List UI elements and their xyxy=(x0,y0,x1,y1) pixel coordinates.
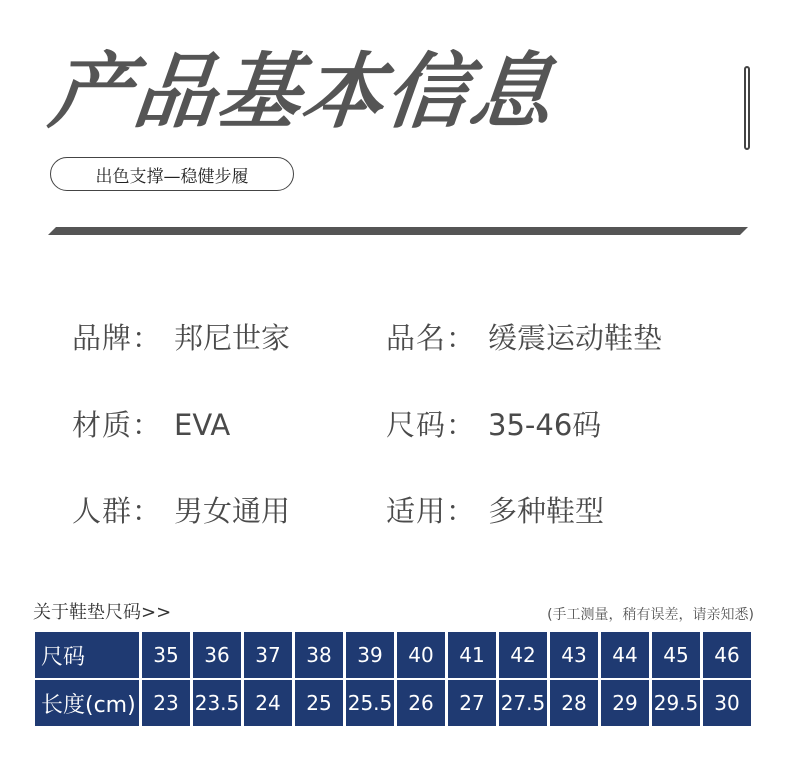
row-label-size: 尺码 xyxy=(35,632,139,680)
size-cell: 38 xyxy=(295,632,343,680)
decorative-bar xyxy=(744,66,750,150)
spec-material xyxy=(72,403,230,444)
spec-brand xyxy=(72,316,290,357)
length-cell: 27.5 xyxy=(499,680,547,726)
size-cell: 43 xyxy=(550,632,598,680)
length-cell: 29 xyxy=(601,680,649,726)
divider xyxy=(48,227,748,235)
page-title: 产品基本信息 xyxy=(45,45,560,140)
length-cell: 23.5 xyxy=(193,680,241,726)
length-cell: 29.5 xyxy=(652,680,700,726)
spec-value: EVA xyxy=(174,408,231,442)
spec-size xyxy=(386,403,601,444)
length-cell: 28 xyxy=(550,680,598,726)
spec-label: 尺码： xyxy=(386,408,477,442)
size-cell: 40 xyxy=(397,632,445,680)
size-cell: 44 xyxy=(601,632,649,680)
length-cell: 30 xyxy=(703,680,751,726)
spec-value: 邦尼世家 xyxy=(174,321,291,355)
size-cell: 41 xyxy=(448,632,496,680)
spec-value: 男女通用 xyxy=(174,494,291,528)
spec-value: 多种鞋型 xyxy=(488,494,605,528)
size-cell: 45 xyxy=(652,632,700,680)
length-cell: 25 xyxy=(295,680,343,726)
size-cell: 37 xyxy=(244,632,292,680)
spec-label: 品名： xyxy=(386,321,477,355)
spec-value: 缓震运动鞋垫 xyxy=(488,321,663,355)
spec-value: 35-46码 xyxy=(488,408,602,442)
size-cell: 42 xyxy=(499,632,547,680)
size-note: (手工测量，稍有误差，请亲知悉) xyxy=(547,607,754,623)
size-cell: 46 xyxy=(703,632,751,680)
spec-audience xyxy=(72,489,290,530)
size-row xyxy=(35,632,751,680)
size-table xyxy=(32,632,754,726)
size-cell: 36 xyxy=(193,632,241,680)
size-cell: 35 xyxy=(142,632,190,680)
spec-label: 适用： xyxy=(386,494,477,528)
spec-usage xyxy=(386,489,604,530)
subtitle-pill: 出色支撑—稳健步履 xyxy=(50,157,294,191)
length-cell: 27 xyxy=(448,680,496,726)
spec-label: 人群： xyxy=(72,494,163,528)
length-cell: 24 xyxy=(244,680,292,726)
length-row xyxy=(35,680,751,726)
spec-label: 品牌： xyxy=(72,321,163,355)
row-label-length: 长度(cm) xyxy=(35,680,139,726)
spec-product-name xyxy=(386,316,662,357)
length-cell: 23 xyxy=(142,680,190,726)
length-cell: 25.5 xyxy=(346,680,394,726)
length-cell: 26 xyxy=(397,680,445,726)
size-cell: 39 xyxy=(346,632,394,680)
spec-label: 材质： xyxy=(72,408,163,442)
size-heading: 关于鞋垫尺码>> xyxy=(33,602,172,623)
